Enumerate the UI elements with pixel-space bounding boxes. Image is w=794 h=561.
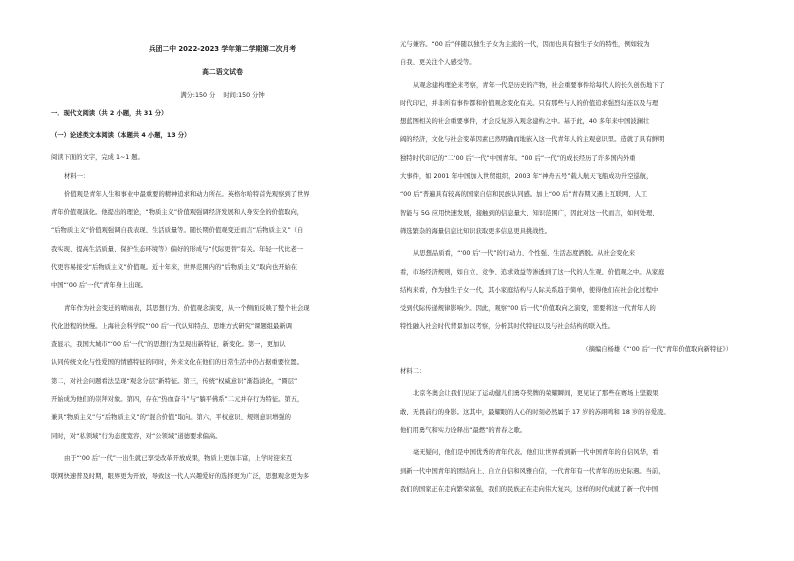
body-line: 结构来看，作为独生子女一代，其小家庭结构与人际关系趋于简单，使得他们在社会化过程中 bbox=[400, 286, 659, 294]
body-line: 兼具“物质主义”与“后物质主义”的“混合价值”取向。第六，平权意识、规则意识增强的 bbox=[51, 414, 291, 422]
body-line: 阔的经济，文化与社会变革因素已然明确而地嵌入这一代青年人的主观意识里。造就了具有鲜明 bbox=[400, 136, 665, 144]
material-two-label: 材料二： bbox=[400, 368, 426, 376]
body-line: 想蓝图相关的社会重要事件，才会反复涉入观念建构之中。基于此，40 多年来中国波澜壮 bbox=[400, 118, 650, 126]
body-line: 筛选繁杂的海量信息比知识获取更多信息更具挑战性。 bbox=[400, 227, 552, 235]
body-line: 他们用勇气和实力诠释出“最燃”的青春之歌。 bbox=[400, 426, 527, 434]
body-line: 认同传统文化与性爱国的情感特征的同时，外来文化在他们的日常生活中仍占据重要位置。 bbox=[51, 359, 303, 367]
body-line: 特性融入社会时代背景加以考察，分析其时代特征以及与社会结构的联入性。 bbox=[400, 323, 615, 331]
body-line: 元与兼容。“00 后”伴随以独生子女为主流的一代，因而也具有独生子女的特性，例如较为 bbox=[400, 41, 650, 48]
material-one-label: 材料一： bbox=[64, 172, 90, 180]
body-line: 青年作为社会变迁的晴雨表，其思想行为、价值观念演变，从一个侧面反映了整个社会现 bbox=[64, 304, 310, 312]
body-line: 从观念建构理论来考察，青年一代是历史的产物，社会重要事件给每代人的长久创伤地下了 bbox=[413, 81, 665, 89]
source-citation: （摘编自杨雄《“‘00 后’一代”青年价值取向新特征》） bbox=[582, 345, 732, 353]
body-line: 查显示，我国大城市“‘00 后’一代”的思想行为呈现出新特征、新变化。第一，更加认 bbox=[51, 341, 286, 349]
body-line: 青年价值观演化。他提出的理论，“物质主义”价值观强调经济发展和人身安全的价值取向， bbox=[51, 209, 304, 217]
body-line: 智能与 5G 应用快速发展，接触到的信息量大、知识范围广，因此对这一代而言，如何处理、 bbox=[400, 209, 659, 217]
body-line: 开始成为他们的崇拜对象。第四，存在“热血奋斗”与“躺平佛系”二元并存行为特征。第五， bbox=[51, 396, 304, 404]
body-line: 中国“‘00 后’一代”青年身上出现。 bbox=[51, 282, 148, 290]
body-line: 北京冬奥会让我们见证了运动健儿们勇夺奖牌的荣耀瞬间，更见证了那些在赛场上坚毅果 bbox=[413, 390, 659, 398]
exam-subject: 高二语文试卷 bbox=[202, 68, 243, 77]
body-line: 同时，对“私领域”行为态度宽容，对“公领域”道德要求偏高。 bbox=[51, 432, 222, 440]
exam-meta: 满分:150 分 时间:150 分钟 bbox=[180, 91, 265, 99]
body-line: 敢、无畏前行的身影。这其中，最耀眼的人心的时刻必然属于 17 岁的苏翊鸣和 18 岁的谷爱凌。 bbox=[400, 408, 670, 416]
body-line: 代更容易接受“后物质主义”价值观。近十年来，世界范围内的“后物质主义”取向也开始在 bbox=[51, 263, 298, 271]
body-line: 看，市场经济规则，如自立、竞争、追求效益等渗透到了这一代的人生观、价值观之中。从家庭 bbox=[400, 268, 665, 276]
body-line: 受到代际传递规律影响少。因此，观察“00 后一代”价值取向之演变，需要将这一代青年人的 bbox=[400, 305, 656, 313]
body-line: 自我、更关注个人感受等。 bbox=[400, 59, 476, 67]
body-line: “00 后”普遍具有较高的国家自信和民族认同感。加上“00 后”青春期又遇上互联网、人工 bbox=[400, 191, 648, 199]
exam-title: 兵团二中 2022-2023 学年第二学期第二次月考 bbox=[148, 45, 297, 53]
left-column bbox=[51, 0, 394, 487]
reading-instruction: 阅读下面的文字，完成 1~1 题。 bbox=[51, 154, 144, 162]
section-heading: 一．现代文阅读（共 2 小题，共 31 分） bbox=[51, 109, 168, 117]
right-column bbox=[400, 0, 740, 499]
body-line: 独特时代印记的“二‘00 后’一代”中国青年。“00 后”一代”的成长经历了许多国内外重 bbox=[400, 154, 636, 162]
body-line: 从思想品质看，“‘00 后’一代”的行动力、个性强、生活态度洒脱。从社会变化来 bbox=[413, 250, 636, 258]
body-line: 时代印记，并非所有事件都和价值观念变化有关。只有那些与人的价值追求强烈勾连以及与理 bbox=[400, 99, 659, 107]
body-line: 毫无疑问，他们是中国优秀的青年代表。他们让世界看到新一代中国青年的自信风华，看 bbox=[413, 449, 659, 457]
body-line: 我实现、提高生活质量、保护生态环境等）偏好的形成与“代际更替”有关。年轻一代比老一 bbox=[51, 245, 304, 253]
subsection-heading: （一）论述类文本阅读（本题共 4 小题，13 分） bbox=[51, 132, 191, 140]
body-line: 到新一代中国青年的团结向上、自立自信和风雅自信，一代青年有一代青年的历史际遇。当前， bbox=[400, 467, 665, 475]
body-line: 联网快速普及时期，眼界更为开放，导致这一代人兴趣爱好的选择更为广泛，思想观念更为多 bbox=[51, 473, 310, 481]
body-line: 大事件，如 2001 年中国加入世贸组织，2003 年“神舟五号”载人航天飞船成功升空巡航， bbox=[400, 173, 653, 181]
body-line: 由于“‘00 后’一代”一出生就已享受改革开放成果，物质上更加丰富，上学时迎来互 bbox=[64, 454, 293, 462]
body-line: “后物质主义”价值观强调自我表现、生活质量等。随长期价值观变迁而言“后物质主义”（自 bbox=[51, 227, 304, 235]
body-line: 价值观是青年人生和事业中最重要的精神追求和动力所在。英格尔哈特首先观察到了世界 bbox=[64, 190, 310, 198]
body-line: 我们的国家正在走向繁荣富强，我们的民族正在走向伟大复兴，这样的时代成就了新一代中国 bbox=[400, 485, 659, 493]
body-line: 代化进程的快慢。上海社会科学院“‘00 后’一代认知特点、思维方式研究”课题组最新调 bbox=[51, 322, 292, 330]
body-line: 第二，对社会问题看法呈现“观念分层”新特征。第三，传统“权威意识”渐趋淡化，“圈层” bbox=[51, 377, 298, 385]
